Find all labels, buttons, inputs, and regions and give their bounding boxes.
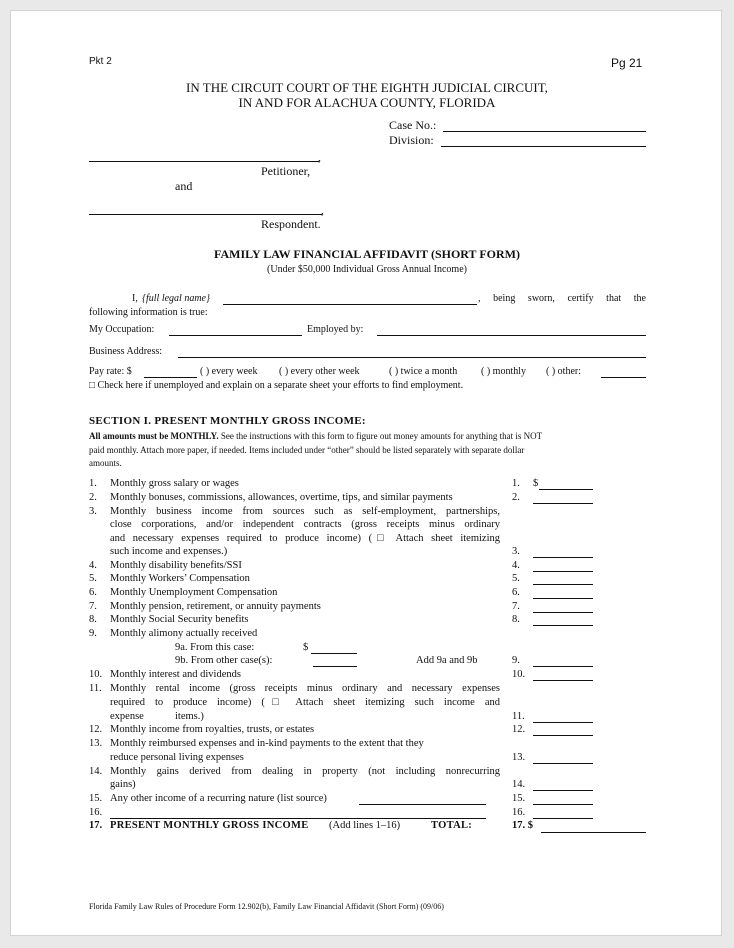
item-9b-label: 9b. From other case(s): [175,655,273,666]
item-9a-amount-field[interactable] [311,653,357,654]
item-14-line-1: Monthly gains derived from dealing in property (not including nonrecurring [110,766,500,777]
item-13-line-1: Monthly reimbursed expenses and in-kind payments to the extent that they [110,738,424,749]
item-17-add-note: (Add lines 1–16) [329,820,401,831]
unemployed-checkbox-text[interactable]: □ Check here if unemployed and explain on a separate sheet your efforts to find employment. [89,380,464,391]
item-15-amount-field[interactable] [533,804,593,805]
respondent-label: Respondent. [261,217,321,231]
pay-rate-label: Pay rate: $ [89,366,132,377]
item-4-text: Monthly disability benefits/SSI [110,560,242,571]
item-5-right-number: 5. [512,573,520,584]
item-15-right-number: 15. [512,793,526,804]
item-9-text: Monthly alimony actually received [110,628,258,639]
petitioner-label: Petitioner, [261,164,311,178]
item-8-amount-field[interactable] [533,625,593,626]
item-2-text: Monthly bonuses, commissions, allowances, overtime, tips, and similar payments [110,492,453,503]
item-2-amount-field[interactable] [533,503,593,504]
item-16-amount-field[interactable] [533,818,593,819]
sworn-text: , being sworn, certify that the [478,293,646,304]
item-6-number: 6. [89,587,97,598]
item-5-number: 5. [89,573,97,584]
pay-option-every-other-week[interactable]: ( ) every other week [279,366,360,377]
section-1-heading: SECTION I. PRESENT MONTHLY GROSS INCOME: [89,415,366,427]
item-12-amount-field[interactable] [533,735,593,736]
item-9b-amount-field[interactable] [313,666,357,667]
item-1-number: 1. [89,478,97,489]
item-12-number: 12. [89,724,103,735]
case-no-label: Case No.: [389,118,437,132]
and-label: and [175,179,193,193]
pay-rate-field[interactable] [144,377,197,378]
item-6-amount-field[interactable] [533,598,593,599]
i-label: I, [132,293,138,304]
section-1-note-line-1 [89,431,542,441]
form-subtitle: (Under $50,000 Individual Gross Annual Income) [267,264,467,275]
item-1-text: Monthly gross salary or wages [110,478,239,489]
item-8-number: 8. [89,614,97,625]
item-10-right-number: 10. [512,669,526,680]
section-1-note-line-2: paid monthly. Attach more paper, if needed. Items included under “other” should be listed separately with separate dollar [89,445,525,455]
item-11-amount-field[interactable] [533,722,593,723]
item-4-right-number: 4. [512,560,520,571]
occupation-label: My Occupation: [89,324,155,335]
item-12-text: Monthly income from royalties, trusts, or estates [110,724,315,735]
item-3-line-4: such income and expenses.) [110,546,228,557]
item-3-right-number: 3. [512,546,520,557]
item-17-right-number: 17. $ [512,820,533,831]
page-number: Pg 21 [611,56,643,70]
division-field[interactable] [441,146,646,147]
note-bold: All amounts must be MONTHLY. [89,431,219,441]
item-14-number: 14. [89,766,103,777]
item-2-right-number: 2. [512,492,520,503]
court-line-2: IN AND FOR ALACHUA COUNTY, FLORIDA [238,95,496,110]
item-9-amount-field[interactable] [533,666,593,667]
item-10-text: Monthly interest and dividends [110,669,241,680]
occupation-field[interactable] [169,335,302,336]
item-7-amount-field[interactable] [533,612,593,613]
item-10-amount-field[interactable] [533,680,593,681]
respondent-comma: , [321,203,324,217]
item-6-text: Monthly Unemployment Compensation [110,587,278,598]
division-label: Division: [389,133,434,147]
item-17-number: 17. [89,820,103,831]
section-1-note-line-3: amounts. [89,458,122,468]
item-10-number: 10. [89,669,103,680]
respondent-name-field[interactable] [89,214,322,215]
item-1-dollar: $ [533,478,539,489]
item-5-text: Monthly Workers’ Compensation [110,573,250,584]
item-11-right-number: 11. [512,711,525,722]
item-1-amount-field[interactable] [539,489,593,490]
item-8-right-number: 8. [512,614,520,625]
item-3-number: 3. [89,506,97,517]
pay-other-field[interactable] [601,377,646,378]
item-9a-label: 9a. From this case: [175,642,255,653]
item-11-number: 11. [89,683,102,694]
form-footer: Florida Family Law Rules of Procedure Form 12.902(b), Family Law Financial Affidavit (Short Form) (09/06) [89,902,444,911]
pay-option-other[interactable]: ( ) other: [546,366,581,377]
item-1-right-number: 1. [512,478,520,489]
item-13-right-number: 13. [512,752,526,763]
item-17-total-field[interactable] [541,832,646,833]
item-4-amount-field[interactable] [533,571,593,572]
item-5-amount-field[interactable] [533,584,593,585]
item-14-line-2: gains) [110,779,136,790]
note-rest: See the instructions with this form to figure out money amounts for anything that is NOT [218,431,543,441]
item-4-number: 4. [89,560,97,571]
item-14-amount-field[interactable] [533,790,593,791]
item-3-line-3: and necessary expenses required to produce income) (□ Attach sheet itemizing [110,533,500,544]
item-13-line-2: reduce personal living expenses [110,752,244,763]
item-17-total-label: TOTAL: [431,820,473,831]
full-name-field[interactable] [223,304,477,305]
item-8-text: Monthly Social Security benefits [110,614,249,625]
item-9-right-number: 9. [512,655,520,666]
pay-option-twice-month[interactable]: ( ) twice a month [389,366,458,377]
intro-line-2: following information is true: [89,307,208,318]
item-2-number: 2. [89,492,97,503]
petitioner-name-field[interactable] [89,161,319,162]
item-7-number: 7. [89,601,97,612]
item-11-line-2: required to produce income) (□ Attach sheet itemizing such income and [110,697,500,708]
item-15-source-field[interactable] [359,804,486,805]
item-11-line-3b: items.) [175,711,204,722]
item-16-source-field[interactable] [110,818,486,819]
item-7-text: Monthly pension, retirement, or annuity payments [110,601,321,612]
full-name-hint: {full legal name} [142,293,210,304]
item-9-number: 9. [89,628,97,639]
court-line-1: IN THE CIRCUIT COURT OF THE EIGHTH JUDICIAL CIRCUIT, [186,80,548,95]
item-14-right-number: 14. [512,779,526,790]
item-3-line-2: close corporations, and/or independent contracts (gross receipts minus ordinary [110,519,500,530]
pay-option-monthly[interactable]: ( ) monthly [481,366,526,377]
employed-by-label: Employed by: [307,324,364,335]
item-11-line-1: Monthly rental income (gross receipts minus ordinary and necessary expenses [110,683,500,694]
business-address-label: Business Address: [89,346,163,357]
item-13-amount-field[interactable] [533,763,593,764]
item-15-text: Any other income of a recurring nature (list source) [110,793,327,804]
item-9-add-note: Add 9a and 9b [416,655,478,666]
item-11-line-3a: expense [110,711,144,722]
item-15-number: 15. [89,793,103,804]
item-12-right-number: 12. [512,724,526,735]
item-7-right-number: 7. [512,601,520,612]
item-16-right-number: 16. [512,807,526,818]
packet-label: Pkt 2 [89,56,112,67]
item-13-number: 13. [89,738,103,749]
item-9a-dollar: $ [303,642,309,653]
form-title: FAMILY LAW FINANCIAL AFFIDAVIT (SHORT FORM) [214,247,520,261]
document-page [10,10,722,936]
item-6-right-number: 6. [512,587,520,598]
pay-option-every-week[interactable]: ( ) every week [200,366,258,377]
employed-by-field[interactable] [377,335,646,336]
business-address-field[interactable] [178,357,646,358]
petitioner-comma: , [318,150,321,164]
item-17-text: PRESENT MONTHLY GROSS INCOME [110,820,309,831]
item-3-amount-field[interactable] [533,557,593,558]
item-16-number: 16. [89,807,103,818]
case-no-field[interactable] [443,131,646,132]
item-3-line-1: Monthly business income from sources such as self-employment, partnerships, [110,506,500,517]
